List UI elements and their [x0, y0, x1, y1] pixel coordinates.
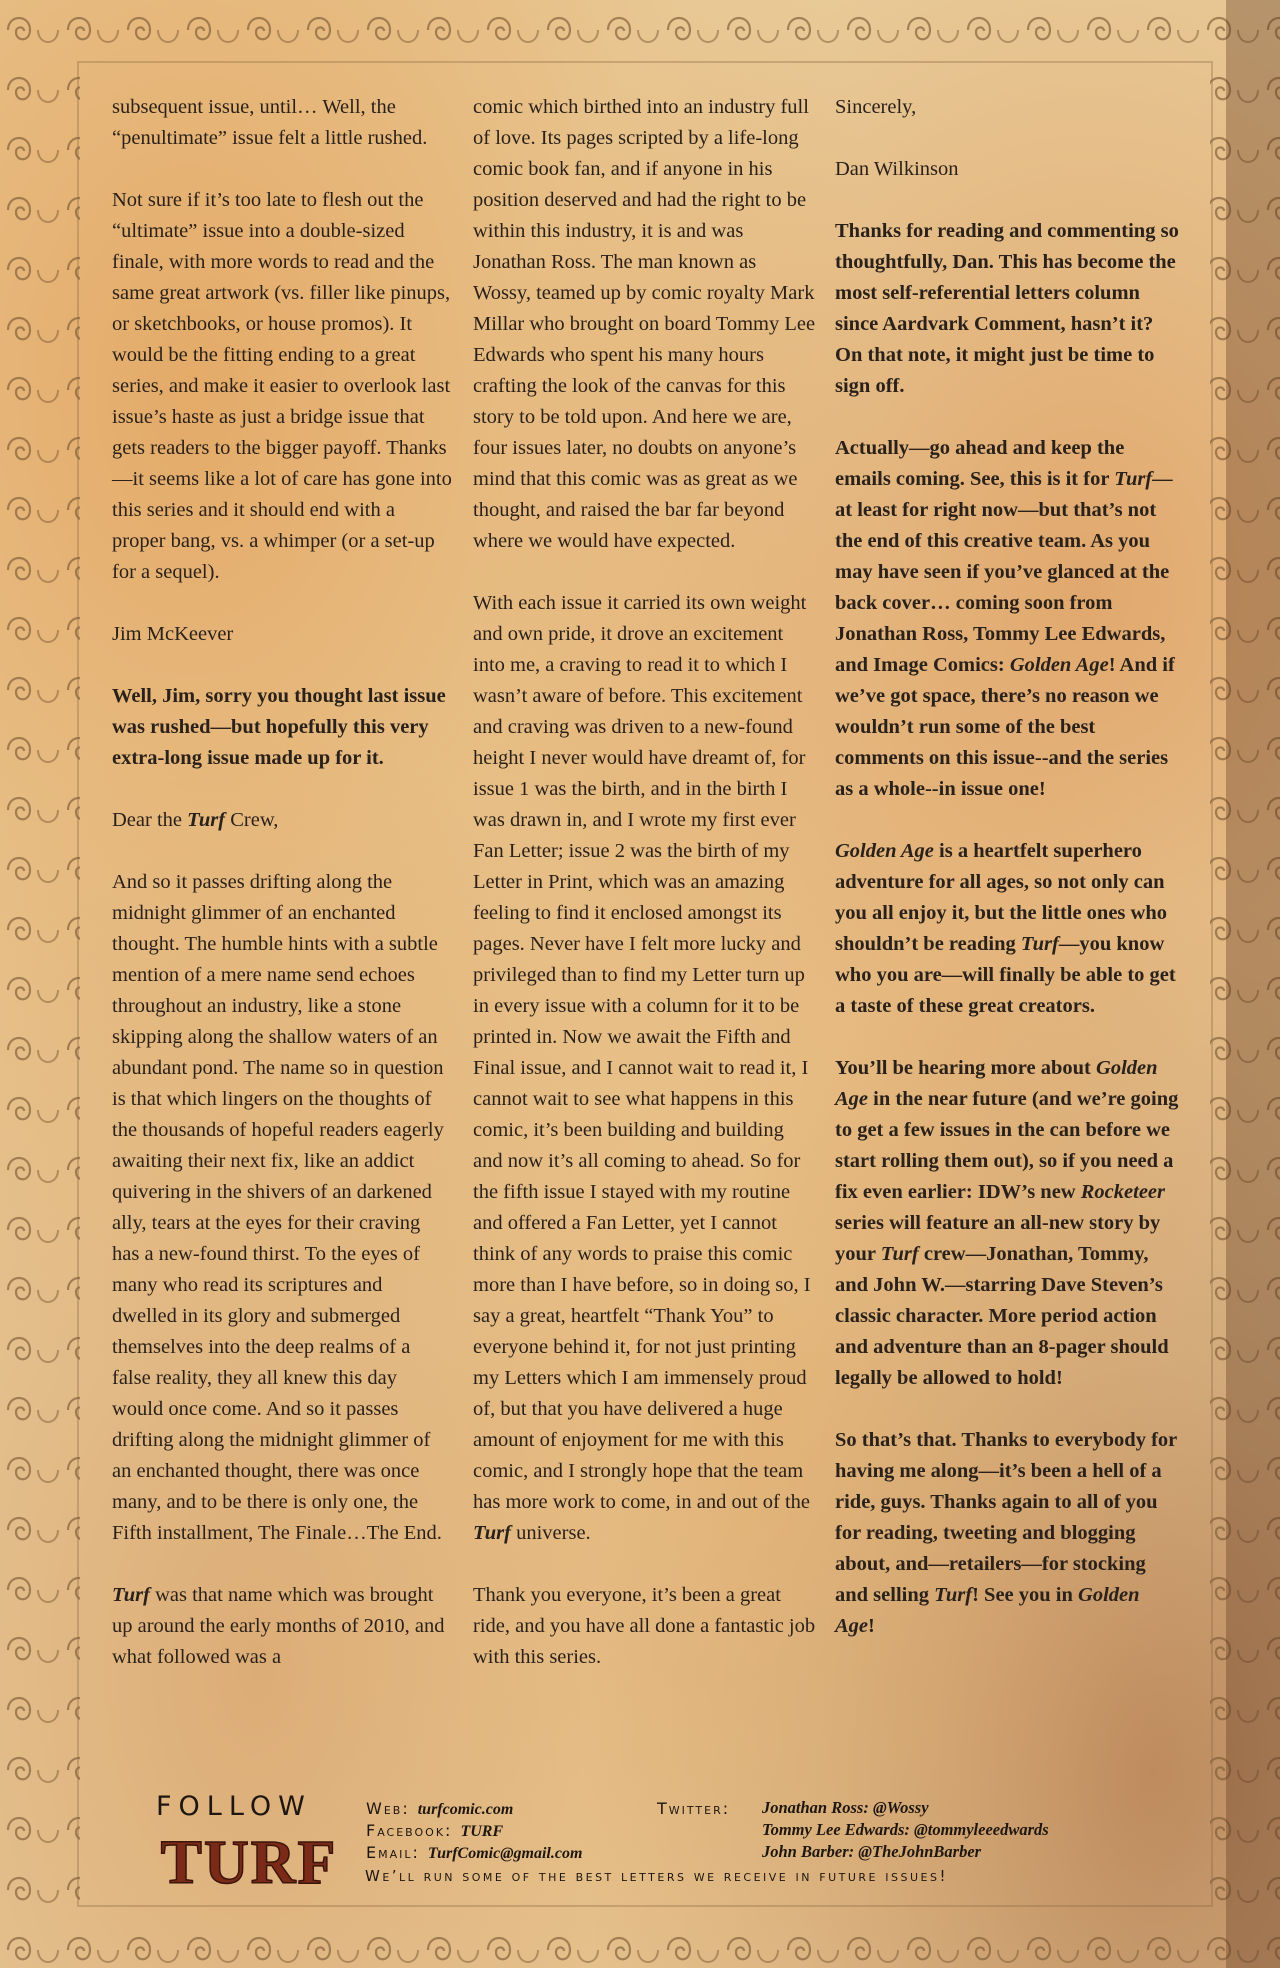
twitter-handle[interactable]: John Barber: @TheJohnBarber — [762, 1842, 982, 1861]
letter-text: comic which birthed into an industry full of love. Its pages scripted by a life-long comic book fan, and if anyone in his position deserved and had the right to be within this industry, it is and was Jonathan Ross. The man known as Wossy, teamed up by comic royalty Mark Millar who brought on board Tommy Lee Edwards who spent his many hours crafting the look of the canvas for this story to be told upon. And here we are, four issues later, no doubts on anyone’s mind that this comic was as great as we thought, and raised the bar far beyond where we would have expected. — [473, 96, 816, 552]
letters-column-3 — [835, 92, 1180, 1642]
letter-text: subsequent issue, until… Well, the “penultimate” issue felt a little rushed. — [112, 96, 428, 149]
letter-text: Thank you everyone, it’s been a great ride, and you have all done a fantastic job with this series. — [473, 1584, 816, 1668]
turf-logo — [154, 1827, 344, 1895]
letter-text: And so it passes drifting along the midnight glimmer of an enchanted thought. The humble hints with a subtle mention of a mere name send echoes throughout an industry, like a stone skipping along the shallow waters of an abundant pond. The name so in question is that which lingers on the thoughts of the thousands of hopeful readers eagerly awaiting their next fix, like an addict quivering in the shivers of an darkened ally, tears at the eyes for their craving has a new-found thirst. To the eyes of many who read its scriptures and dwelled in its glory and submerged themselves into the deep realms of a false reality, they all knew this day would once come. And so it passes drifting along the midnight glimmer of an enchanted thought, there was once many, and to be there is only one, the Fifth installment, The Finale…The End. — [112, 871, 444, 1544]
editor-reply: Golden Age is a heartfelt superhero adventure for all ages, so not only can you all enjoy it, but the little ones who shouldn’t be reading Turf—you know who you are—will finally be able to get a taste of these great creators. — [835, 840, 1176, 1017]
letter-closing: Sincerely, — [835, 96, 917, 118]
editor-reply: Thanks for reading and commenting so thoughtfully, Dan. This has become the most self-referential letters column since Aardvark Comment, hasn’t it? On that note, it might just be time to sign off. — [835, 220, 1179, 397]
twitter-handles — [762, 1797, 1049, 1863]
letter-text: With each issue it carried its own weight and own pride, it drove an excitement into me, a craving to read it to which I wasn’t aware of before. This excitement and craving was driven to a new-found height I never would have dreamt of, for issue 1 was the birth, and in the birth I was drawn in, and I wrote my first ever Fan Letter; issue 2 was the birth of my Letter in Print, which was an amazing feeling to find it enclosed amongst its pages. Never have I felt more lucky and privileged than to find my Letter turn up in every issue with a column for it to be printed in. Now we await the Fifth and Final issue, and I cannot wait to read it, I cannot wait to see what happens in this comic, it’s been building and building and now it’s all coming to ahead. So for the fifth issue I stayed with my routine and offered a Fan Letter, yet I cannot think of any words to praise this comic more than I have before, so in doing so, I say a great, heartfelt “Thank You” to everyone behind it, for not just printing my Letters which I am immensely proud of, but that you have delivered a huge amount of enjoyment for me with this comic, and I strongly hope that the team has more work to come, in and out of the Turf universe. — [473, 592, 811, 1544]
letter-salutation: Dear the Turf Crew, — [112, 809, 279, 831]
email-contact: Email: TurfComic@gmail.com — [366, 1843, 583, 1862]
letter-signature: Jim McKeever — [112, 623, 234, 645]
letter-text: Not sure if it’s too late to flesh out the “ultimate” issue into a double-sized finale, with more words to read and the same great artwork (vs. filler like pinups, or sketchbooks, or house promos). It would be the fitting ending to a great series, and make it easier to overlook last issue’s haste as just a bridge issue that gets readers to the bigger payoff. Thanks—it seems like a lot of care has gone into this series and it should end with a proper bang, vs. a whimper (or a set-up for a sequel). — [112, 189, 452, 583]
web-contact: Web: turfcomic.com — [366, 1799, 514, 1818]
letter-signature: Dan Wilkinson — [835, 158, 959, 180]
footer-note: We’ll run some of the best letters we receive in future issues! — [365, 1867, 948, 1885]
svg-text:TURF: TURF — [160, 1829, 338, 1895]
facebook-link[interactable]: TURF — [460, 1823, 504, 1840]
letters-column-1 — [112, 92, 452, 1673]
twitter-handle[interactable]: Tommy Lee Edwards: @tommyleeedwards — [762, 1820, 1049, 1839]
editor-reply: So that’s that. Thanks to everybody for having me along—it’s been a hell of a ride, guys. Thanks again to all of you for reading, tweeting and blogging about, and—retailers—for stocking and selling Turf! See you in Golden Age! — [835, 1429, 1177, 1637]
letter-text: Turf was that name which was brought up around the early months of 2010, and what followed was a — [112, 1584, 445, 1668]
letters-column-2 — [473, 92, 818, 1673]
editor-reply: You’ll be hearing more about Golden Age in the near future (and we’re going to get a few issues in the can before we start rolling them out), so if you need a fix even earlier: IDW’s new Rocketeer series will feature an all-new story by your Turf crew—Jonathan, Tommy, and John W.—starring Dave Steven’s classic character. More period action and adventure than an 8-pager should legally be allowed to hold! — [835, 1057, 1179, 1389]
facebook-contact: Facebook: TURF — [366, 1821, 504, 1840]
twitter-contact: Twitter: — [657, 1799, 731, 1818]
follow-label: FOLLOW — [156, 1791, 312, 1822]
email-link[interactable]: TurfComic@gmail.com — [427, 1845, 583, 1862]
editor-reply: Well, Jim, sorry you thought last issue was rushed—but hopefully this very extra-long issue made up for it. — [112, 685, 446, 769]
editor-reply: Actually—go ahead and keep the emails coming. See, this is it for Turf—at least for right now—but that’s not the end of this creative team. As you may have seen if you’ve glanced at the back cover… coming soon from Jonathan Ross, Tommy Lee Edwards, and Image Comics: Golden Age! And if we’ve got space, there’s no reason we wouldn’t run some of the best comments on this issue--and the series as a whole--in issue one! — [835, 437, 1175, 800]
web-link[interactable]: turfcomic.com — [417, 1801, 514, 1818]
twitter-handle[interactable]: Jonathan Ross: @Wossy — [762, 1798, 929, 1817]
